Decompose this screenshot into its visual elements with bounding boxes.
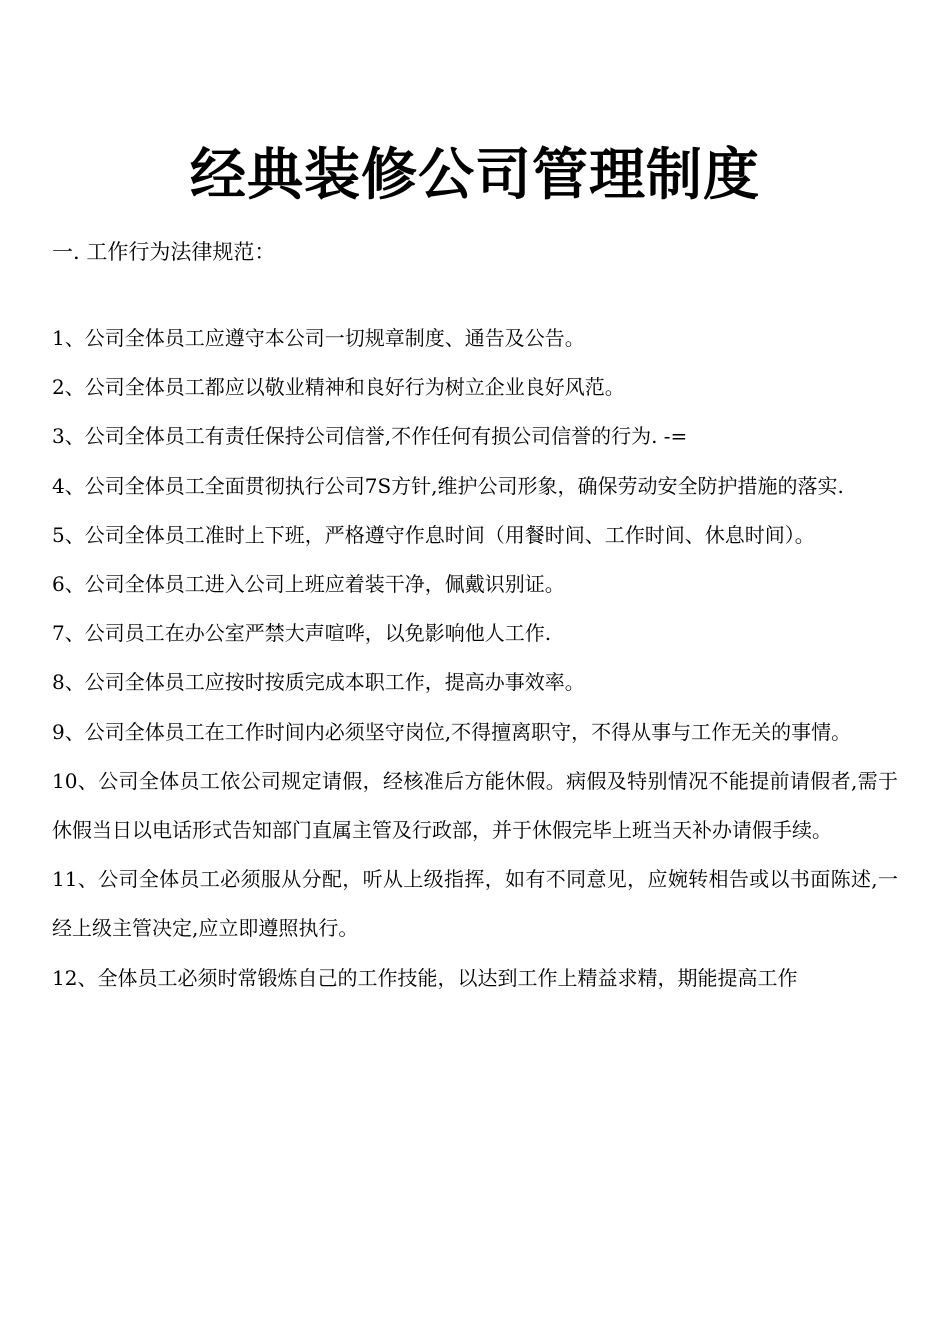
section-heading: 一. 工作行为法律规范： [52,240,276,264]
rule-item: 8、公司全体员工应按时按质完成本职工作，提高办事效率。 [52,670,585,695]
rule-item: 9、公司全体员工在工作时间内必须坚守岗位,不得擅离职守，不得从事与工作无关的事情。 [52,719,852,744]
rule-item: 4、公司全体员工全面贯彻执行公司7S方针,维护公司形象，确保劳动安全防护措施的落实. [52,473,844,498]
rule-item: 5、公司全体员工准时上下班，严格遵守作息时间（用餐时间、工作时间、休息时间）。 [52,522,815,547]
rule-item: 2、公司全体员工都应以敬业精神和良好行为树立企业良好风范。 [52,375,625,400]
rule-item: 6、公司全体员工进入公司上班应着装干净，佩戴识别证。 [52,572,565,597]
rule-item: 11、公司全体员工必须服从分配，听从上级指挥，如有不同意见，应婉转相告或以书面陈述,一经上级主管决定,应立即遵照执行。 [52,867,898,941]
rules-list [52,314,898,1003]
rule-item: 3、公司全体员工有责任保持公司信誉,不作任何有损公司信誉的行为. -= [52,424,688,449]
document-title: 经典装修公司管理制度 [190,143,760,208]
rule-item: 7、公司员工在办公室严禁大声喧哗，以免影响他人工作. [52,621,552,646]
rule-item: 10、公司全体员工依公司规定请假，经核准后方能休假。病假及特别情况不能提前请假者,需于休假当日以电话形式告知部门直属主管及行政部，并于休假完毕上班当天补办请假手续。 [52,768,898,843]
rule-item: 1、公司全体员工应遵守本公司一切规章制度、通告及公告。 [52,326,585,350]
rule-item: 12、全体员工必须时常锻炼自己的工作技能，以达到工作上精益求精，期能提高工作 [52,965,798,990]
